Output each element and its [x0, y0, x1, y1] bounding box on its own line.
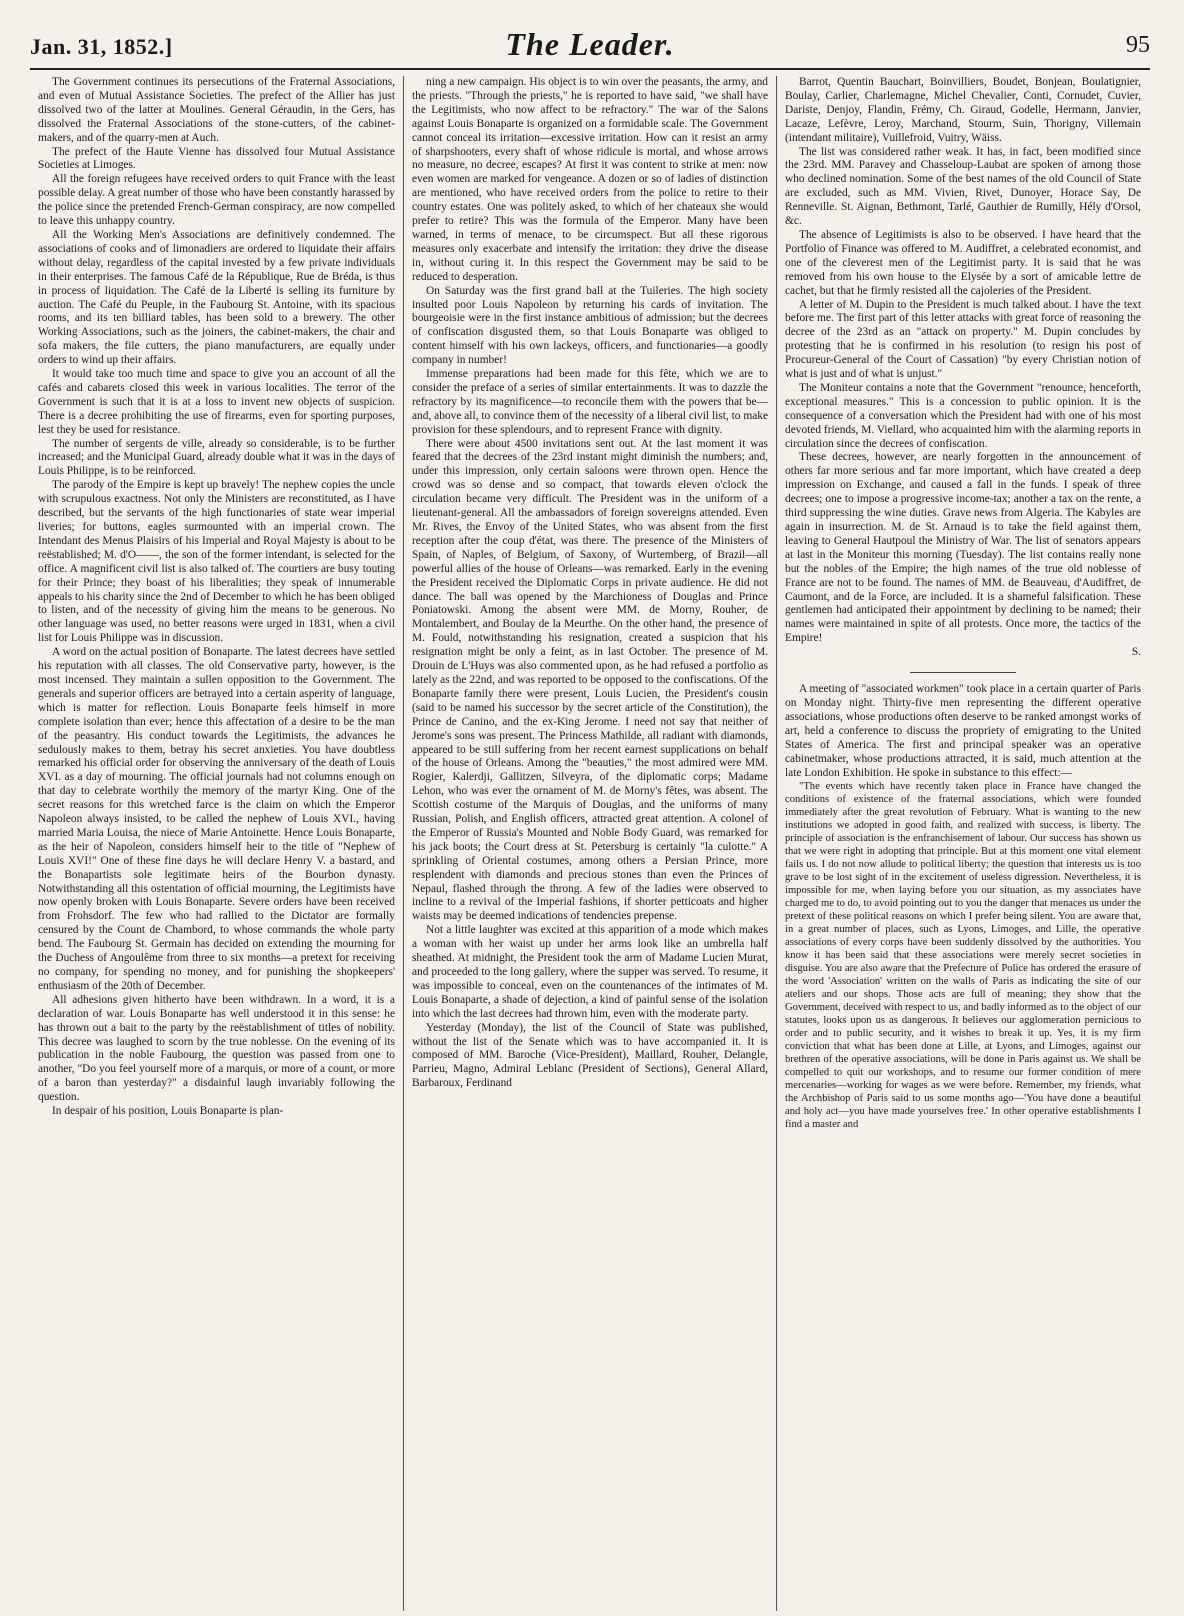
article-separator — [910, 672, 1017, 673]
paragraph: Immense preparations had been made for this fête, which we are to consider the preface of a series of similar entertainments. It was to dazzle the refractory by its magnificence—to reconcile them with the powers that be—and, above all, to convince them of the necessity of a liberal civil list, to make provision for these splendours, and to represent France with dignity. — [412, 368, 768, 436]
paragraph: A word on the actual position of Bonaparte. The latest decrees have settled his reputation with all classes. The old Conservative party, however, is the most incensed. They maintain a sullen opposition to the Government. The generals and superior officers are betrayed into a certain asperity of language, which is matter for reflection. Louis Bonaparte feels himself in more complete isolation than ever; hence this affectation of a desire to be the man of the peasantry. His conduct towards the Legitimists, the advances he sedulously makes to them, betray his secret anxieties. You have doubtless remarked his official order for observing the anniversary of the death of Louis XVI. as a day of mourning. The official journals had not columns enough on that day to celebrate worthily the memory of the martyr King. One of the secret reasons for this wretched farce is the claim on which the Emperor Napoleon always insisted, to be called the nephew of Louis XVI., having married Maria Louisa, the niece of Marie Antoinette. Hence Louis Bonaparte, as the heir of Napoleon, considers himself heir to the title of "Nephew of Louis XVI!" One of these fine days he will declare Henry V. a bastard, and the Bonapartists sole legitimate heirs of the Bourbon dynasty. Notwithstanding all this ostentation of official mourning, the Legitimists have now openly broken with Louis Bonaparte. Severe orders have been received from Frohsdorf. The few who had rallied to the Dictator are formally censured by the Count de Chambord, to whose commands the whole party bend. The Faubourg St. Germain has decided on extending the mourning for the Duchess of Angoulême from three to six months—a pretext for receiving no company, for spending no money, and for punishing the shopkeepers' enthusiasm of the 20th of December. — [38, 646, 395, 992]
paragraph: Barrot, Quentin Bauchart, Boinvilliers, Boudet, Bonjean, Boulatignier, Boulay, Carlier, Charlemagne, Michel Chevalier, Conti, Cornudet, Cuvier, Dariste, Denjoy, Flandin, Frémy, Ch. Giraud, Godelle, Hermann, Janvier, Lacaze, Lefèvre, Leroy, Marchand, Stourm, Suin, Thorigny, Villemain (intendant militaire), Vuillefroid, Vuitry, Wäiss. — [785, 76, 1141, 144]
paragraph: The parody of the Empire is kept up bravely! The nephew copies the uncle with scrupulous exactness. Not only the Ministers are reconstituted, as I have described, but the servants of the high functionaries of state wear imperial liveries; for buttons, eagles surmounted with an imperial crown. The Intendant des Menus Plaisirs of his Imperial and Royal Majesty is about to be reëstablished; M. d'O——, the son of the former intendant, is selected for the office. A magnificent civil list is also talked of. The courtiers are busy touting for their Prince; they boast of his liberalities; they speak of innumerable appeals to his charity since the 2nd of December to which he has been obliged to listen, and of the necessity of giving him the means to be generous. No other language was used, no better reasons were urged in 1831, when a civil list for Louis Philippe was in discussion. — [38, 479, 395, 645]
page-number: 95 — [1126, 32, 1150, 58]
paragraph: Yesterday (Monday), the list of the Council of State was published, without the list of the Senate which was to have accompanied it. It is composed of MM. Baroche (Vice-President), Maillard, Rouher, Delangle, Parrieu, Magno, Admiral Leblanc (President of Sections), General Allard, Barbaroux, Ferdinand — [412, 1021, 768, 1090]
column-3 — [776, 76, 1149, 1611]
signature: S. — [1131, 646, 1141, 659]
issue-date: Jan. 31, 1852.] — [30, 34, 173, 59]
column-2 — [403, 76, 776, 1611]
paragraph: Not a little laughter was excited at this apparition of a mode which makes a woman with her waist up under her arms look like an umbrella half sheathed. At midnight, the President took the arm of Madame Lucien Murat, and proceeded to the long gallery, where the supper was served. To resume, it was impossible to conceal, even on the countenances of the intimates of M. Louis Bonaparte, a shade of dejection, a kind of painful sense of the isolation into which the last decrees had thrown him, even with the moderate party. — [412, 924, 768, 1020]
paragraph: The number of sergents de ville, already so considerable, is to be further increased; and the Municipal Guard, already double what it was in the days of Louis Philippe, is to be reinforced. — [38, 437, 395, 478]
paragraph: ning a new campaign. His object is to win over the peasants, the army, and the priests. "Through the priests," he is reported to have said, "we shall have the Legitimists, who now affect to be refractory." The war of the Salons against Louis Bonaparte is organized on a formidable scale. The Government cannot conceal its irritation—excessive irritation. How can it resist an army of sharpshooters, every shaft of whose ridicule is mortal, and whose arrows no measure, no decree, escapes? At first it was content to strike at men: now even women are marked for vengeance. A dozen or so of ladies of distinction are mentioned, who have received orders from the police to retire to their country estates. One was politely asked, to which of her chateaux she would prefer to retire? This was the formula of the Emperor. Many have been warned, in terms of menace, to be circumspect. But all these rigorous measures only exacerbate and intensify the irritation: they drive the disease in, without curing it. In this respect the Government may be said to be reduced to desperation. — [412, 76, 768, 283]
paragraph: A meeting of "associated workmen" took place in a certain quarter of Paris on Monday night. Thirty-five men representing the different operative associations, whose productions often deserve to be ranked amongst works of art, held a conference to discuss the propriety of emigrating to the United States of America. The first and principal speaker was an operative cabinetmaker, whose productions attracted, it is said, much attention at the late London Exhibition. He spoke in substance to this effect:— — [785, 683, 1141, 779]
masthead — [30, 22, 1150, 70]
paragraph: The Government continues its persecutions of the Fraternal Associations, and even of Mutual Assistance Societies. The prefect of the Allier has just dissolved two of the latter at Moulines. General Géraudin, in the Gers, has dissolved the Fraternal Associations of the stone-cutters, of the cabinet-makers, and of the quarry-men at Auch. — [38, 76, 395, 144]
paragraph: All the foreign refugees have received orders to quit France with the least possible delay. A great number of those who have been constantly harassed by the police since the pretended French-German conspiracy, are now compelled to leave this unhappy country. — [38, 173, 395, 228]
paragraph: The Moniteur contains a note that the Government "renounce, henceforth, exceptional measures." This is a concession to public opinion. It is the consequence of a conversation which the President had with one of his most devoted friends, M. Viellard, who acquainted him with the alarming reports in circulation since the decrees of confiscation. — [785, 381, 1141, 450]
paragraph: The list was considered rather weak. It has, in fact, been modified since the 23rd. MM. Paravey and Chasseloup-Laubat are spoken of among those who declined nomination. Some of the best names of the old Council of State are excluded, such as MM. Vivien, Rivet, Dunoyer, Horace Say, De Renneville. St. Aignan, Bethmont, Tarlé, Gauthier de Rumilly, Hély d'Orsol, &c. — [785, 145, 1141, 228]
paragraph: These decrees, however, are nearly forgotten in the announcement of others far more serious and far more important, which have created a deep impression on Exchange, and caused a fall in the funds. I speak of three decrees; one to impose a progressive income-tax; another a tax on the rente, a third suppressing the wine duties. Grave news from Algeria. The Kabyles are again in insurrection. M. de St. Arnaud is to take the field against them, leaving to General Hautpoul the Ministry of War. The list of senators appears at last in the Moniteur this morning (Tuesday). The list contains really none but the nobles of the Empire; the high names of the true old noblesse of France are not to be found. The names of MM. de Beauveau, d'Audiffret, de Caumont, and de la Force, are included. It is a shameful falsification. These gentlemen had anticipated their appointment by declining to be named; their names were maintained in spite of all protests. Once more, the tactics of the Empire! — [785, 451, 1141, 645]
paragraph: All adhesions given hitherto have been withdrawn. In a word, it is a declaration of war. Louis Bonaparte has well understood it in this sense: he has thrown out a bait to the party by the reëstablishment of titles of nobility. This decree was laughed to scorn by the true noblesse. On the evening of its publication in the noble Faubourg, the question was passed from one to another, "Do you feel yourself more of a marquis, or more of a count, or more of a baron than yesterday?" a disdainful laugh invariably following the question. — [38, 993, 395, 1104]
paragraph: A letter of M. Dupin to the President is much talked about. I have the text before me. The first part of this letter attacks with great force of reasoning the decree of the 23rd as an "attack on property." M. Dupin concludes by protesting that he is confirmed in his resolution (to resign his post of Procureur-General of the Court of Cassation) "by every Christian notion of what is just and of what is unjust." — [785, 298, 1141, 381]
paragraph: It would take too much time and space to give you an account of all the cafés and cabarets closed this week in various localities. The terror of the Government is such that it is at a loss to invent new objects of suspicion. There is a decree prohibiting the use of firearms, even for sporting purposes, lest they be used for resistance. — [38, 368, 395, 436]
paragraph: All the Working Men's Associations are definitively condemned. The associations of cooks and of limonadiers are ordered to liquidate their affairs without delay, regardless of the capital invested by a few private individuals in their enterprises. The famous Café de la République, Rue de Bréda, is thus in process of liquidation. The Café de la Liberté is selling its furniture by auction. The Café du Peuple, in the Faubourg St. Antoine, with its spacious rooms, and its ten billiard tables, has been sold to a brewery. The other Working Associations, such as the joiners, the cabinet-makers, the chair and sofa makers, the file cutters, the piano manufacturers, are equally under orders to wind up their affairs. — [38, 228, 395, 367]
paragraph: On Saturday was the first grand ball at the Tuileries. The high society insulted poor Louis Napoleon by returning his cards of invitation. The bourgeoisie were in the first instance ambitious of admission; but the decrees of confiscation disgusted them, so that Louis Bonaparte was obliged to content himself with his own lackeys, officers, and functionaries—a goodly company in number! — [412, 284, 768, 367]
paragraph: There were about 4500 invitations sent out. At the last moment it was feared that the decrees of the 23rd instant might diminish the numbers; and, under this impression, only certain saloons were thrown open. Hence the crowd was so dense and so compact, that towards eleven o'clock the circulation became very difficult. The President was in the uniform of a lieutenant-general. All the ambassadors of foreign sovereigns attended. Even Mr. Rives, the Envoy of the United States, who was absent from the first reception after the coup d'état, was there. The presence of the Ministers of Spain, of Naples, of Belgium, of Saxony, of Wurtemberg, of Brazil—all powerful allies of the house of Orleans—was remarked. Early in the evening the President received the Diplomatic Corps in private audience. He did not dance. The ball was opened by the Marchioness of Douglas and Prince Poniatowski. Among the absent were MM. de Morny, Rouher, de Montalembert, and Boulay de la Meurthe. On the other hand, the presence of M. Fould, notwithstanding his resignation, created a suspicion that his resignation might be only a feint, as in last October. The presence of M. Drouin de L'Huys was also commented upon, as he had refused a portfolio as lately as the 22nd, and was reported to be opposed to the confiscations. Of the Bonaparte family there were present, Louis Lucien, the President's cousin (said to be named his successor by the secret article of the Constitution), the Prince de Canino, and the ex-King Jerome. I need not say that neither of Jerome's sons was present. The Princess Mathilde, all radiant with diamonds, appeared to be still suffering from her recent earnest supplications on behalf of the house of Orleans. Among the "beauties," the most admired were MM. Rogier, Kalerdji, Gallitzen, Silveyra, of the diplomatic corps; Madame Lehon, who was ever the ornament of M. de Morny's fêtes, was absent. The Scottish costume of the Marquis of Douglas, and the uniforms of many Russian, Polish, and English officers, attracted great attention. A colonel of the Emperor of Russia's Mounted and Noble Body Guard, was remarked for his jack boots; the Court dress at St. Petersburg is certainly "la culotte." A sprinkling of Oriental costumes, among others a Persian Prince, more resplendent with diamonds and precious stones than even the Princes of Nepaul, flashed through the throng. A few of the ladies were observed to incline to a revival of the Imperial fashions, if shorter petticoats and higher waists may be deemed indications of tendencies prepense. — [412, 437, 768, 923]
column-1 — [30, 76, 403, 1611]
newspaper-title: The Leader. — [505, 26, 675, 62]
paragraph: The prefect of the Haute Vienne has dissolved four Mutual Assistance Societies at Limoges. — [38, 145, 395, 172]
paragraph: The absence of Legitimists is also to be observed. I have heard that the Portfolio of Finance was offered to M. Audiffret, a celebrated economist, and one of the cleverest men of the Legitimist party. It is said that he was removed from his own house to the Elysée by a sort of amicable lettre de cachet, but that he firmly resisted all the cajoleries of the President. — [785, 228, 1141, 297]
quoted-speech: "The events which have recently taken place in France have changed the conditions of existence of the fraternal associations, which were founded immediately after the great revolution of February. What is wanting to the new institutions we adopted in good faith, and realized with success, is liberty. The principle of association is the enfranchisement of labour. Our success has shown us that we were right in adopting that principle. But at this moment one vital element fails us. I do not now allude to political liberty; the question that interests us is too grave to be lost sight of in the excitement of useless digression. Nevertheless, it is impossible for me, when laying before you our situation, as my associates have charged me to do, to avoid pointing out to you the danger that menaces us under the pretext of these political reasons on which I prefer being silent. You are aware that, in a great number of places, such as Lyons, Limoges, and Lille, the operative associations of every corps have been suddenly dissolved by the authorities. You know it has been said that these associations were merely secret societies in disguise. You are also aware that the Prefecture of Police has ordered the erasure of the word 'Association' written on the walls of Paris as indicating the site of our ateliers and our shops. Those acts are full of meaning; they show that the Government, deceived with respect to us, and badly informed as to the object of our statutes, looks upon us as dangerous. It believes our agglomeration pernicious to order and to public security, and it wishes to break it up. Yes, it is my firm conviction that what has been done at Lille, at Lyons, and Limoges, against our brethren of the operative associations, will be done in Paris against us. We shall be compelled to quit our workshops, and to resume our former condition of mere mercenaries—working for wages as we were before. Remember, my friends, what the Archbishop of Paris said to us some months ago—'You have done a beautiful and holy act—you have made yourselves free.' In other operative establishments I find a master and — [785, 781, 1141, 1131]
paragraph: In despair of his position, Louis Bonaparte is plan- — [52, 1105, 284, 1118]
article-columns — [30, 76, 1150, 1611]
